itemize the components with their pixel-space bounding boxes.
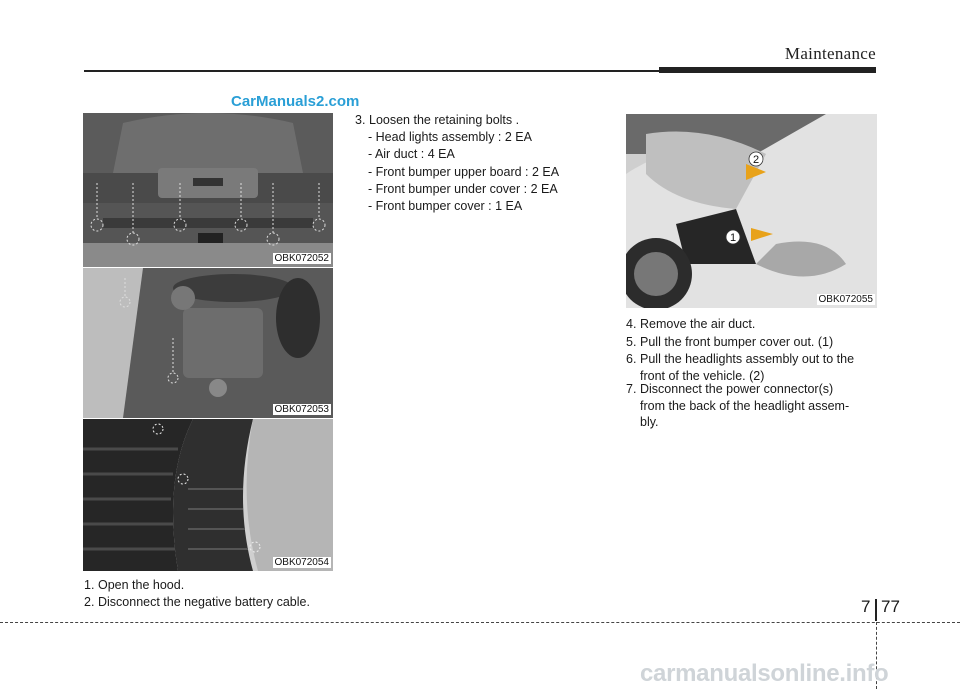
figure-engine-bay	[83, 113, 333, 267]
step-6-continued: front of the vehicle. (2)	[640, 369, 765, 383]
step-7-continued: from the back of the headlight assem-	[640, 399, 850, 413]
step-5: 5. Pull the front bumper cover out. (1)	[626, 335, 834, 349]
callout-1: 1	[729, 232, 737, 244]
watermark-bottom: carmanualsonline.info	[640, 660, 889, 687]
figure-code: OBK072052	[274, 253, 329, 264]
step-4: 4. Remove the air duct.	[626, 317, 756, 331]
step-2: 2. Disconnect the negative battery cable.	[84, 595, 310, 609]
step-1: 1. Open the hood.	[84, 578, 185, 592]
step-3: 3. Loosen the retaining bolts .	[355, 113, 520, 127]
figure-bumper-headlight	[626, 114, 877, 308]
figure-code: OBK072053	[274, 404, 329, 415]
page-divider	[875, 599, 877, 621]
step-7-continued: bly.	[640, 415, 659, 429]
step-3-item: - Front bumper cover : 1 EA	[368, 199, 523, 213]
figure-code: OBK072054	[274, 557, 329, 568]
air-duct-illustration	[83, 268, 333, 418]
watermark-top: CarManuals2.com	[231, 93, 360, 110]
figure-wheel-arch	[83, 419, 333, 571]
bumper-headlight-illustration	[626, 114, 877, 308]
step-3-item: - Head lights assembly : 2 EA	[368, 130, 532, 144]
figure-code: OBK072055	[818, 294, 873, 305]
wheel-arch-illustration	[83, 419, 333, 571]
figure-air-duct	[83, 268, 333, 418]
section-title: Maintenance	[784, 44, 876, 63]
step-3-item: - Front bumper upper board : 2 EA	[368, 165, 560, 179]
footer-dashed-rule	[0, 622, 960, 623]
header-rule-thin	[84, 70, 659, 72]
step-3-item: - Front bumper under cover : 2 EA	[368, 182, 558, 196]
engine-bay-illustration	[83, 113, 333, 267]
page-number: 77	[881, 597, 900, 616]
step-3-item: - Air duct : 4 EA	[368, 147, 455, 161]
step-6: 6. Pull the headlights assembly out to the	[626, 352, 855, 366]
header-rule-thick	[659, 67, 876, 73]
chapter-number: 7	[861, 597, 871, 616]
step-7: 7. Disconnect the power connector(s)	[626, 382, 834, 396]
callout-2: 2	[752, 154, 760, 166]
